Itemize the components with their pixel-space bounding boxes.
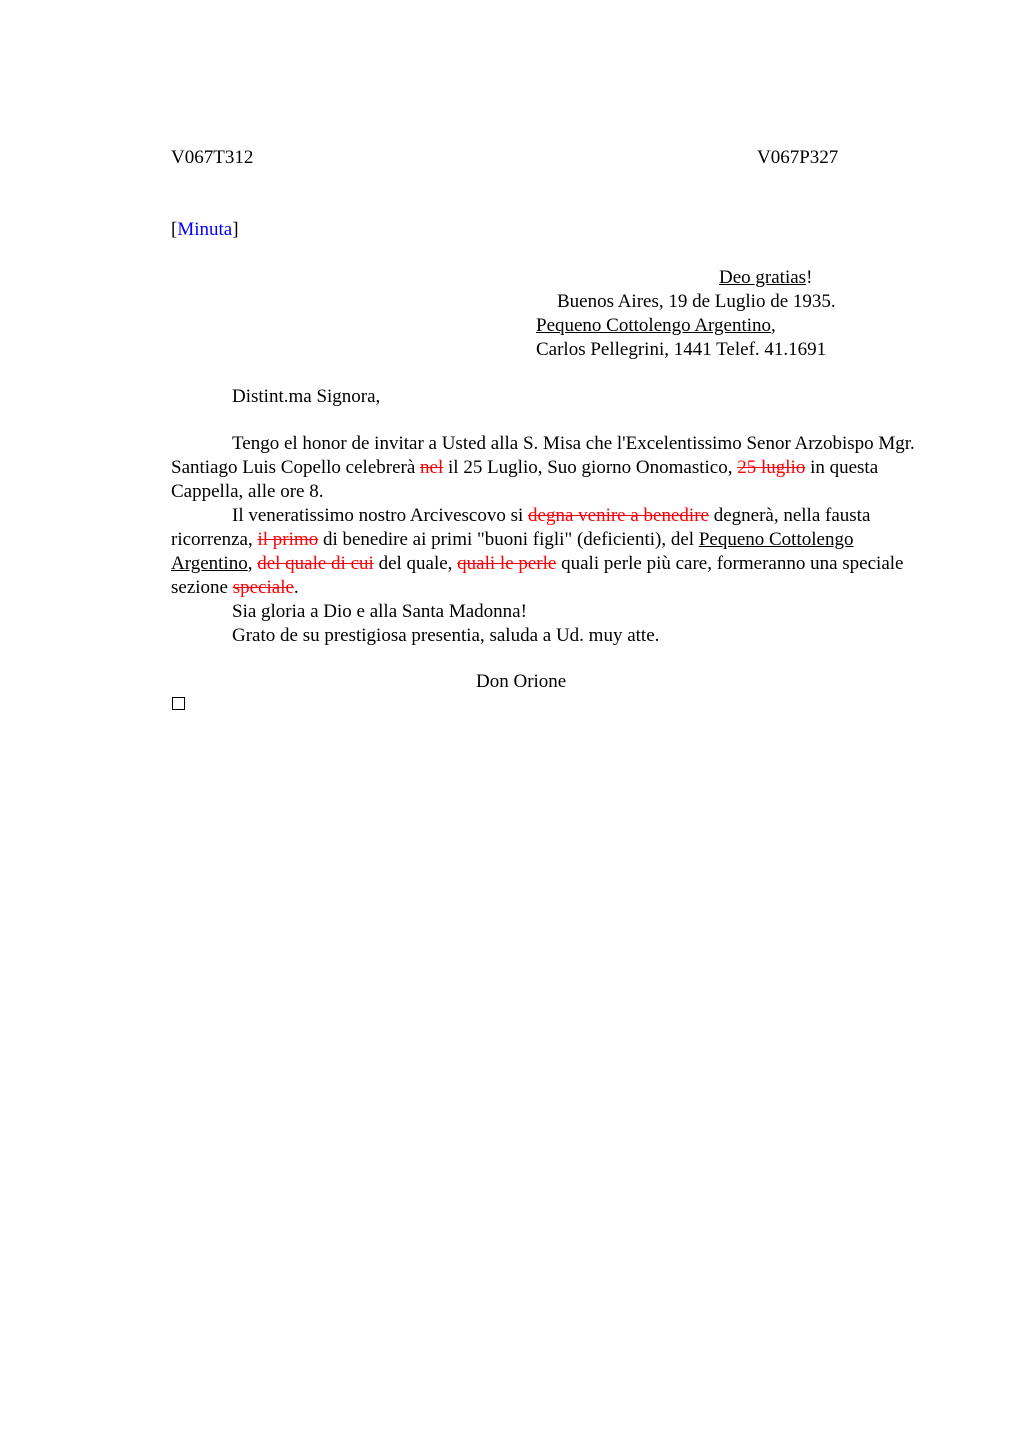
deleted-text: speciale — [232, 577, 294, 598]
deleted-text: del quale di cui — [257, 553, 374, 574]
deleted-text: quali le perle — [457, 553, 557, 574]
institution-line — [536, 314, 776, 338]
left-reference-code: V067T312 — [171, 147, 254, 168]
institution-punct: , — [771, 315, 776, 336]
text-run: del quale, — [373, 553, 458, 574]
text-run: quali perle più care, formeranno una speciale sezione — [171, 553, 904, 598]
letter-body — [171, 432, 931, 648]
paragraph-blessing — [171, 504, 931, 600]
institution-name: Pequeno Cottolengo Argentino — [536, 315, 772, 336]
text-run: degnerà, nella fausta ricorrenza, — [171, 505, 871, 550]
underlined-institution: Pequeno Cottolengo Argentino — [171, 529, 854, 574]
place-date: Buenos Aires, 19 de Luglio de 1935. — [557, 291, 836, 312]
paragraph-invitation — [171, 432, 931, 504]
deleted-text: nel — [420, 457, 444, 478]
bracket-close: ] — [232, 219, 239, 240]
text-run: . — [293, 577, 299, 598]
motto-line — [719, 266, 812, 290]
salutation: Distint.ma Signora, — [232, 386, 381, 407]
minuta-tag — [171, 218, 239, 242]
right-reference-code: V067P327 — [757, 147, 839, 168]
paragraph-gloria: Sia gloria a Dio e alla Santa Madonna! — [232, 601, 527, 622]
minuta-label: Minuta — [177, 219, 233, 240]
street-address: Carlos Pellegrini, 1441 Telef. 41.1691 — [536, 339, 827, 360]
motto: Deo gratias — [719, 267, 807, 288]
text-run: Tengo el honor de invitar a Usted alla S. Misa che l'Excelentissimo Senor Arzobispo Mgr. Santiago Luis Copello celebrerà — [171, 433, 915, 478]
bracket-open: [ — [171, 219, 178, 240]
deleted-text: degna venire a benedire — [528, 505, 709, 526]
text-run: in questa Cappella, alle ore 8. — [171, 457, 879, 502]
text-run: di benedire ai primi "buoni figli" (deficienti), del — [318, 529, 699, 550]
deleted-text: 25 luglio — [737, 457, 806, 478]
text-run: il 25 Luglio, Suo giorno Onomastico, — [443, 457, 738, 478]
paragraph-closing: Grato de su prestigiosa presentia, saluda a Ud. muy atte. — [232, 625, 660, 646]
checkbox-icon — [172, 697, 185, 710]
signature: Don Orione — [476, 671, 567, 692]
text-run: , — [247, 553, 258, 574]
deleted-text: il primo — [257, 529, 319, 550]
text-run: Il veneratissimo nostro Arcivescovo si — [232, 505, 529, 526]
motto-punct: ! — [806, 267, 813, 288]
